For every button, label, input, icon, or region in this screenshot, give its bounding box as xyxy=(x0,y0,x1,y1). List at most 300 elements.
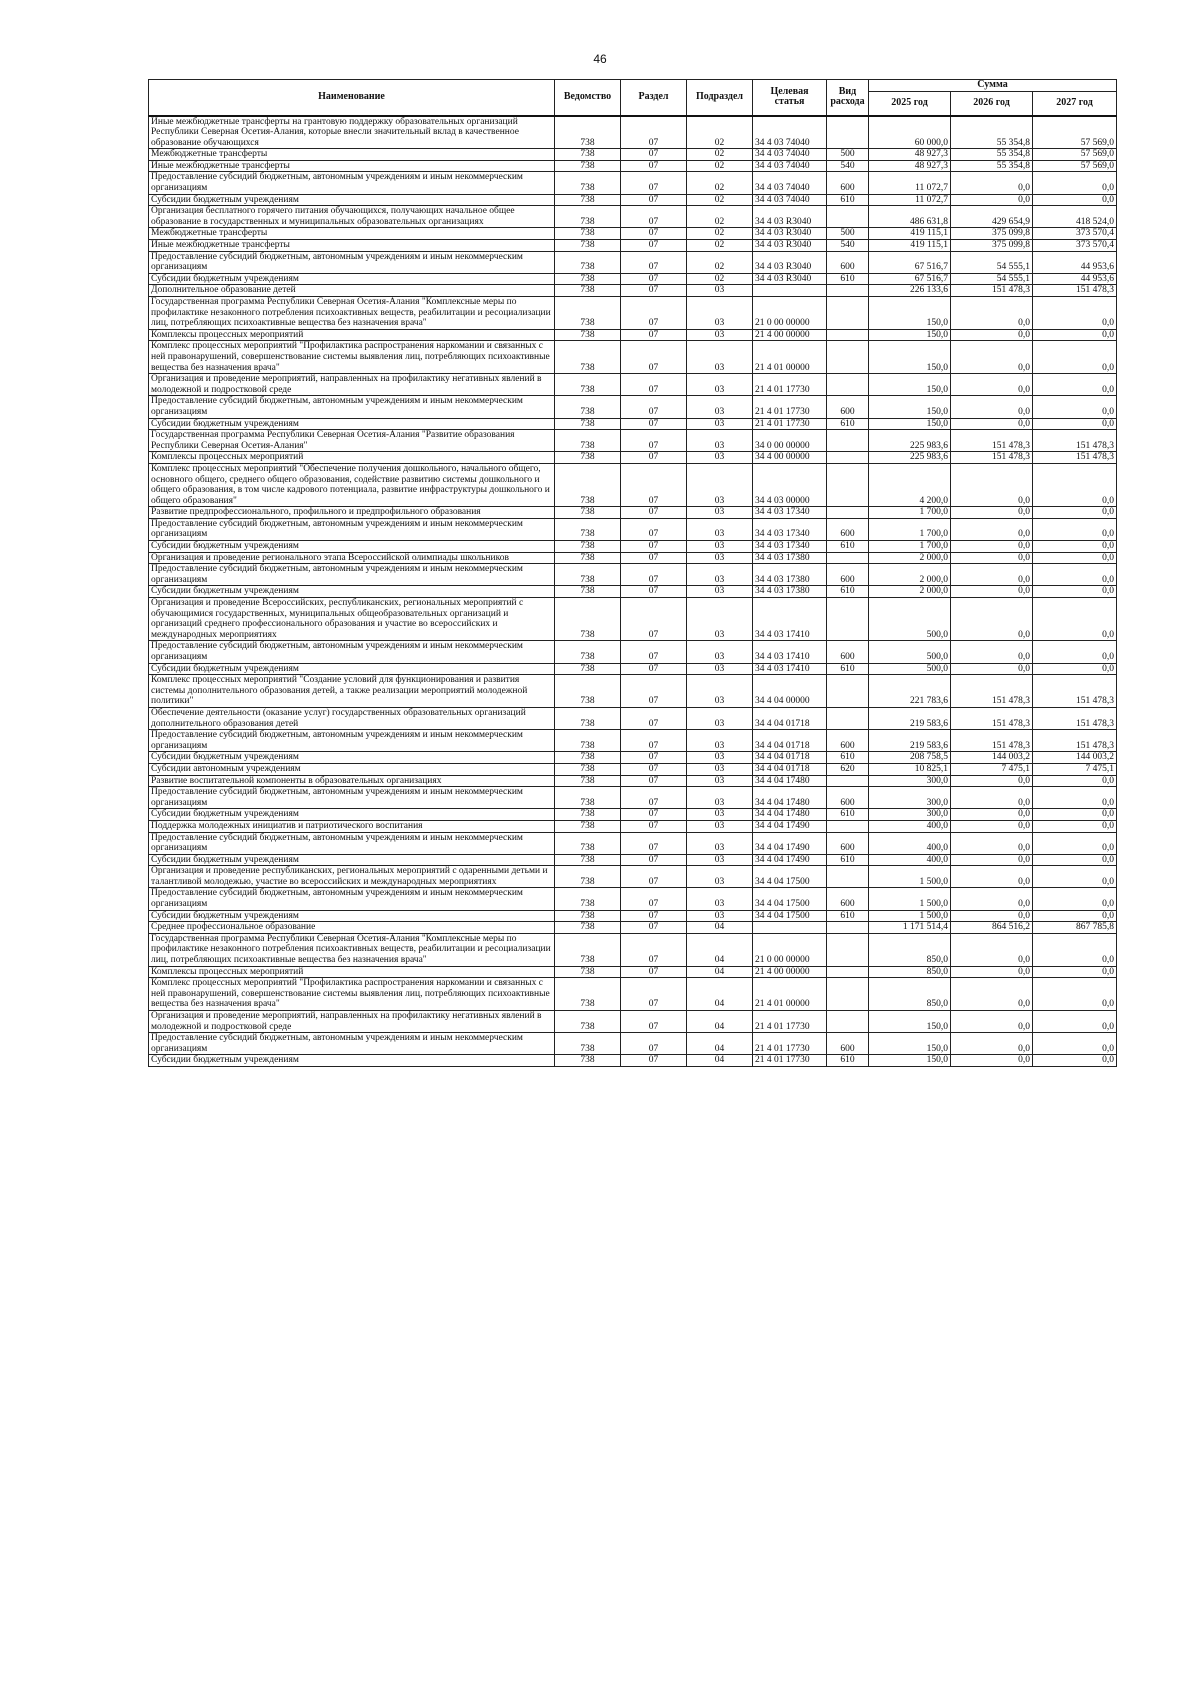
cell-target: 21 4 01 17730 xyxy=(753,374,827,396)
cell-2026: 864 516,2 xyxy=(951,922,1033,934)
cell-name: Субсидии бюджетным учреждениям xyxy=(149,910,555,922)
cell-section: 07 xyxy=(621,430,687,452)
cell-section: 07 xyxy=(621,675,687,708)
cell-section: 07 xyxy=(621,341,687,374)
cell-kind: 600 xyxy=(827,787,869,809)
cell-subsection: 03 xyxy=(687,910,753,922)
cell-subsection: 03 xyxy=(687,564,753,586)
cell-name: Государственная программа Республики Северная Осетия-Алания "Развитие образования Республики Северная Осетия-Алания" xyxy=(149,430,555,452)
cell-kind xyxy=(827,775,869,787)
cell-dept: 738 xyxy=(555,922,621,934)
cell-2027: 57 569,0 xyxy=(1033,160,1117,172)
cell-section: 07 xyxy=(621,763,687,775)
cell-section: 07 xyxy=(621,297,687,330)
table-row xyxy=(149,116,1117,149)
table-row xyxy=(149,1011,1117,1033)
cell-target: 34 4 03 17340 xyxy=(753,541,827,553)
cell-kind: 610 xyxy=(827,910,869,922)
cell-target: 34 4 03 74040 xyxy=(753,172,827,194)
cell-2026: 0,0 xyxy=(951,1055,1033,1067)
cell-2026: 151 478,3 xyxy=(951,675,1033,708)
cell-name: Субсидии бюджетным учреждениям xyxy=(149,418,555,430)
cell-kind xyxy=(827,341,869,374)
cell-2025: 4 200,0 xyxy=(869,463,951,506)
cell-section: 07 xyxy=(621,1033,687,1055)
cell-2027: 0,0 xyxy=(1033,933,1117,966)
cell-2025: 11 072,7 xyxy=(869,194,951,206)
cell-2027: 0,0 xyxy=(1033,418,1117,430)
cell-name: Комплексы процессных мероприятий xyxy=(149,329,555,341)
cell-2025: 226 133,6 xyxy=(869,285,951,297)
cell-2025: 500,0 xyxy=(869,663,951,675)
cell-dept: 738 xyxy=(555,854,621,866)
cell-2025: 400,0 xyxy=(869,820,951,832)
cell-kind: 600 xyxy=(827,564,869,586)
table-row xyxy=(149,329,1117,341)
table-row xyxy=(149,285,1117,297)
cell-kind xyxy=(827,552,869,564)
cell-target: 34 4 04 17500 xyxy=(753,866,827,888)
cell-kind xyxy=(827,978,869,1011)
cell-name: Субсидии бюджетным учреждениям xyxy=(149,194,555,206)
cell-2027: 0,0 xyxy=(1033,866,1117,888)
cell-section: 07 xyxy=(621,787,687,809)
cell-section: 07 xyxy=(621,1055,687,1067)
cell-section: 07 xyxy=(621,463,687,506)
cell-kind xyxy=(827,507,869,519)
cell-subsection: 03 xyxy=(687,297,753,330)
cell-2025: 1 500,0 xyxy=(869,888,951,910)
cell-name: Иные межбюджетные трансферты на грантовую поддержку образовательных организаций Республики Северная Осетия-Алания, которые внесли значительный вклад в качественное образование обучающихся xyxy=(149,116,555,149)
table-row xyxy=(149,240,1117,252)
cell-target: 34 4 00 00000 xyxy=(753,452,827,464)
cell-2025: 850,0 xyxy=(869,978,951,1011)
cell-name: Комплекс процессных мероприятий "Обеспечение получения дошкольного, начального общего, основного общего, среднего общего образования, содействие развитию системы дошкольного и общего образования, в том числе кадрового потенциала, развитие инфраструктуры дошкольного и общего образования" xyxy=(149,463,555,506)
cell-target: 34 4 03 74040 xyxy=(753,160,827,172)
cell-dept: 738 xyxy=(555,541,621,553)
table-row xyxy=(149,888,1117,910)
cell-dept: 738 xyxy=(555,763,621,775)
cell-2027: 0,0 xyxy=(1033,329,1117,341)
cell-target: 21 4 00 00000 xyxy=(753,329,827,341)
cell-2025: 10 825,1 xyxy=(869,763,951,775)
cell-section: 07 xyxy=(621,586,687,598)
cell-name: Субсидии автономным учреждениям xyxy=(149,763,555,775)
cell-kind xyxy=(827,933,869,966)
cell-2026: 0,0 xyxy=(951,297,1033,330)
cell-dept: 738 xyxy=(555,641,621,663)
cell-section: 07 xyxy=(621,418,687,430)
cell-dept: 738 xyxy=(555,552,621,564)
cell-dept: 738 xyxy=(555,240,621,252)
cell-section: 07 xyxy=(621,452,687,464)
table-row xyxy=(149,707,1117,729)
cell-dept: 738 xyxy=(555,978,621,1011)
cell-2025: 150,0 xyxy=(869,1011,951,1033)
cell-2025: 225 983,6 xyxy=(869,452,951,464)
cell-section: 07 xyxy=(621,240,687,252)
cell-name: Комплексы процессных мероприятий xyxy=(149,452,555,464)
cell-dept: 738 xyxy=(555,775,621,787)
cell-dept: 738 xyxy=(555,206,621,228)
cell-dept: 738 xyxy=(555,430,621,452)
cell-kind: 600 xyxy=(827,518,869,540)
cell-2026: 0,0 xyxy=(951,641,1033,663)
cell-2026: 55 354,8 xyxy=(951,160,1033,172)
cell-name: Предоставление субсидий бюджетным, автономным учреждениям и иным некоммерческим организациям xyxy=(149,564,555,586)
cell-section: 07 xyxy=(621,329,687,341)
cell-kind xyxy=(827,598,869,641)
cell-target xyxy=(753,285,827,297)
cell-section: 07 xyxy=(621,160,687,172)
cell-2027: 0,0 xyxy=(1033,1033,1117,1055)
cell-2027: 151 478,3 xyxy=(1033,285,1117,297)
cell-section: 07 xyxy=(621,730,687,752)
table-row xyxy=(149,297,1117,330)
cell-2027: 7 475,1 xyxy=(1033,763,1117,775)
cell-2027: 0,0 xyxy=(1033,518,1117,540)
cell-section: 07 xyxy=(621,564,687,586)
cell-2026: 0,0 xyxy=(951,194,1033,206)
cell-section: 07 xyxy=(621,663,687,675)
cell-section: 07 xyxy=(621,888,687,910)
cell-dept: 738 xyxy=(555,251,621,273)
cell-dept: 738 xyxy=(555,194,621,206)
cell-2027: 0,0 xyxy=(1033,586,1117,598)
cell-2027: 0,0 xyxy=(1033,910,1117,922)
cell-section: 07 xyxy=(621,396,687,418)
cell-2027: 0,0 xyxy=(1033,978,1117,1011)
cell-name: Развитие воспитательной компоненты в образовательных организациях xyxy=(149,775,555,787)
cell-2027: 0,0 xyxy=(1033,888,1117,910)
cell-section: 07 xyxy=(621,641,687,663)
cell-2025: 2 000,0 xyxy=(869,586,951,598)
cell-kind: 610 xyxy=(827,809,869,821)
cell-subsection: 04 xyxy=(687,933,753,966)
cell-2026: 0,0 xyxy=(951,598,1033,641)
cell-2025: 150,0 xyxy=(869,374,951,396)
cell-target: 34 4 04 17480 xyxy=(753,775,827,787)
cell-name: Субсидии бюджетным учреждениям xyxy=(149,541,555,553)
table-row xyxy=(149,832,1117,854)
cell-2027: 0,0 xyxy=(1033,297,1117,330)
cell-subsection: 03 xyxy=(687,518,753,540)
cell-subsection: 03 xyxy=(687,396,753,418)
cell-2027: 144 003,2 xyxy=(1033,752,1117,764)
cell-name: Субсидии бюджетным учреждениям xyxy=(149,663,555,675)
cell-2025: 1 700,0 xyxy=(869,507,951,519)
cell-2027: 867 785,8 xyxy=(1033,922,1117,934)
cell-section: 07 xyxy=(621,922,687,934)
cell-2026: 0,0 xyxy=(951,933,1033,966)
cell-kind xyxy=(827,866,869,888)
table-row xyxy=(149,374,1117,396)
cell-2027: 44 953,6 xyxy=(1033,273,1117,285)
cell-target: 21 4 01 17730 xyxy=(753,1055,827,1067)
cell-dept: 738 xyxy=(555,888,621,910)
cell-kind xyxy=(827,922,869,934)
cell-subsection: 02 xyxy=(687,206,753,228)
cell-dept: 738 xyxy=(555,172,621,194)
cell-2027: 0,0 xyxy=(1033,564,1117,586)
cell-dept: 738 xyxy=(555,1033,621,1055)
table-row xyxy=(149,228,1117,240)
cell-2026: 54 555,1 xyxy=(951,251,1033,273)
cell-target: 34 4 03 17340 xyxy=(753,518,827,540)
cell-kind: 600 xyxy=(827,172,869,194)
cell-kind: 610 xyxy=(827,418,869,430)
cell-subsection: 02 xyxy=(687,149,753,161)
cell-target: 21 4 01 17730 xyxy=(753,1011,827,1033)
cell-target: 34 4 04 00000 xyxy=(753,675,827,708)
cell-section: 07 xyxy=(621,552,687,564)
cell-2026: 0,0 xyxy=(951,820,1033,832)
table-row xyxy=(149,910,1117,922)
cell-2025: 850,0 xyxy=(869,933,951,966)
cell-name: Комплекс процессных мероприятий "Профилактика распространения наркомании и связанных с ней правонарушений, совершенствование системы выявления лиц, потребляющих психоактивные вещества без назначения врача" xyxy=(149,341,555,374)
cell-dept: 738 xyxy=(555,707,621,729)
cell-subsection: 04 xyxy=(687,1011,753,1033)
cell-subsection: 03 xyxy=(687,418,753,430)
cell-2026: 55 354,8 xyxy=(951,149,1033,161)
table-row xyxy=(149,763,1117,775)
header-2025: 2025 год xyxy=(869,92,951,116)
cell-subsection: 04 xyxy=(687,1033,753,1055)
cell-subsection: 02 xyxy=(687,240,753,252)
cell-target xyxy=(753,922,827,934)
cell-2025: 1 500,0 xyxy=(869,866,951,888)
cell-section: 07 xyxy=(621,541,687,553)
table-row xyxy=(149,273,1117,285)
cell-section: 07 xyxy=(621,194,687,206)
cell-dept: 738 xyxy=(555,820,621,832)
cell-2025: 219 583,6 xyxy=(869,707,951,729)
cell-target: 34 4 04 17490 xyxy=(753,820,827,832)
cell-subsection: 03 xyxy=(687,285,753,297)
cell-kind: 500 xyxy=(827,149,869,161)
cell-section: 07 xyxy=(621,854,687,866)
cell-section: 07 xyxy=(621,933,687,966)
cell-subsection: 03 xyxy=(687,820,753,832)
table-row xyxy=(149,396,1117,418)
cell-target: 34 4 04 17500 xyxy=(753,888,827,910)
table-row xyxy=(149,341,1117,374)
cell-subsection: 04 xyxy=(687,922,753,934)
cell-kind xyxy=(827,430,869,452)
header-2026: 2026 год xyxy=(951,92,1033,116)
table-header xyxy=(149,80,1117,116)
cell-2026: 0,0 xyxy=(951,663,1033,675)
cell-section: 07 xyxy=(621,809,687,821)
cell-dept: 738 xyxy=(555,374,621,396)
cell-kind xyxy=(827,966,869,978)
cell-2027: 151 478,3 xyxy=(1033,430,1117,452)
cell-kind: 500 xyxy=(827,228,869,240)
cell-kind xyxy=(827,820,869,832)
cell-subsection: 03 xyxy=(687,586,753,598)
cell-2025: 419 115,1 xyxy=(869,240,951,252)
cell-target: 34 4 04 01718 xyxy=(753,763,827,775)
cell-dept: 738 xyxy=(555,285,621,297)
cell-section: 07 xyxy=(621,820,687,832)
cell-section: 07 xyxy=(621,206,687,228)
table-row xyxy=(149,251,1117,273)
cell-kind xyxy=(827,116,869,149)
cell-dept: 738 xyxy=(555,160,621,172)
table-row xyxy=(149,194,1117,206)
cell-target: 21 4 00 00000 xyxy=(753,966,827,978)
cell-target: 34 4 03 17380 xyxy=(753,586,827,598)
cell-dept: 738 xyxy=(555,787,621,809)
cell-name: Дополнительное образование детей xyxy=(149,285,555,297)
table-row xyxy=(149,541,1117,553)
cell-name: Организация и проведение мероприятий, направленных на профилактику негативных явлений в молодежной и подростковой среде xyxy=(149,1011,555,1033)
cell-target: 34 4 03 17380 xyxy=(753,552,827,564)
cell-2027: 0,0 xyxy=(1033,194,1117,206)
cell-2027: 0,0 xyxy=(1033,832,1117,854)
cell-2025: 1 500,0 xyxy=(869,910,951,922)
cell-section: 07 xyxy=(621,866,687,888)
cell-subsection: 03 xyxy=(687,452,753,464)
cell-subsection: 03 xyxy=(687,832,753,854)
table-row xyxy=(149,866,1117,888)
cell-section: 07 xyxy=(621,285,687,297)
cell-name: Поддержка молодежных инициатив и патриотического воспитания xyxy=(149,820,555,832)
cell-dept: 738 xyxy=(555,149,621,161)
cell-2025: 67 516,7 xyxy=(869,251,951,273)
cell-subsection: 03 xyxy=(687,763,753,775)
cell-target: 21 0 00 00000 xyxy=(753,933,827,966)
cell-2025: 48 927,3 xyxy=(869,160,951,172)
table-row xyxy=(149,641,1117,663)
table-row xyxy=(149,172,1117,194)
cell-name: Межбюджетные трансферты xyxy=(149,228,555,240)
cell-name: Предоставление субсидий бюджетным, автономным учреждениям и иным некоммерческим организациям xyxy=(149,1033,555,1055)
table-row xyxy=(149,206,1117,228)
cell-target: 34 4 03 74040 xyxy=(753,194,827,206)
cell-2027: 373 570,4 xyxy=(1033,240,1117,252)
cell-2027: 0,0 xyxy=(1033,854,1117,866)
cell-subsection: 02 xyxy=(687,228,753,240)
cell-2027: 151 478,3 xyxy=(1033,707,1117,729)
cell-2025: 419 115,1 xyxy=(869,228,951,240)
cell-section: 07 xyxy=(621,149,687,161)
cell-2025: 500,0 xyxy=(869,641,951,663)
cell-dept: 738 xyxy=(555,598,621,641)
table-row xyxy=(149,775,1117,787)
cell-name: Предоставление субсидий бюджетным, автономным учреждениям и иным некоммерческим организациям xyxy=(149,251,555,273)
cell-kind xyxy=(827,297,869,330)
cell-subsection: 03 xyxy=(687,598,753,641)
cell-subsection: 03 xyxy=(687,675,753,708)
cell-target: 34 4 04 01718 xyxy=(753,730,827,752)
cell-2025: 208 758,5 xyxy=(869,752,951,764)
cell-dept: 738 xyxy=(555,730,621,752)
cell-2027: 0,0 xyxy=(1033,966,1117,978)
cell-2027: 0,0 xyxy=(1033,374,1117,396)
cell-section: 07 xyxy=(621,775,687,787)
cell-dept: 738 xyxy=(555,228,621,240)
cell-2025: 150,0 xyxy=(869,297,951,330)
cell-dept: 738 xyxy=(555,966,621,978)
cell-2027: 0,0 xyxy=(1033,1055,1117,1067)
budget-table xyxy=(148,79,1117,1067)
cell-name: Организация и проведение республиканских, региональных мероприятий с одаренными детьми и талантливой молодежью, участие во всероссийских и международных мероприятиях xyxy=(149,866,555,888)
cell-2027: 0,0 xyxy=(1033,341,1117,374)
cell-target: 34 4 03 17410 xyxy=(753,663,827,675)
cell-kind: 610 xyxy=(827,663,869,675)
cell-target: 34 4 03 17410 xyxy=(753,598,827,641)
cell-subsection: 03 xyxy=(687,775,753,787)
cell-kind: 610 xyxy=(827,854,869,866)
cell-2026: 0,0 xyxy=(951,552,1033,564)
cell-target: 34 4 03 R3040 xyxy=(753,228,827,240)
cell-2027: 57 569,0 xyxy=(1033,149,1117,161)
table-body xyxy=(149,116,1117,1067)
cell-target: 34 4 04 17480 xyxy=(753,787,827,809)
cell-kind: 610 xyxy=(827,586,869,598)
cell-dept: 738 xyxy=(555,663,621,675)
cell-2026: 0,0 xyxy=(951,541,1033,553)
cell-subsection: 04 xyxy=(687,1055,753,1067)
table-row xyxy=(149,518,1117,540)
cell-2027: 0,0 xyxy=(1033,663,1117,675)
cell-subsection: 03 xyxy=(687,809,753,821)
cell-kind: 600 xyxy=(827,730,869,752)
cell-2025: 400,0 xyxy=(869,854,951,866)
cell-2027: 0,0 xyxy=(1033,396,1117,418)
table-row xyxy=(149,1055,1117,1067)
cell-name: Государственная программа Республики Северная Осетия-Алания "Комплексные меры по профилактике незаконного потребления психоактивных веществ, реабилитации и ресоциализации лиц, потребляющих психоактивные вещества без назначения врача" xyxy=(149,933,555,966)
cell-2026: 151 478,3 xyxy=(951,452,1033,464)
cell-name: Субсидии бюджетным учреждениям xyxy=(149,809,555,821)
cell-2025: 150,0 xyxy=(869,1055,951,1067)
cell-subsection: 03 xyxy=(687,663,753,675)
cell-subsection: 03 xyxy=(687,752,753,764)
cell-dept: 738 xyxy=(555,564,621,586)
cell-2026: 0,0 xyxy=(951,787,1033,809)
cell-kind: 600 xyxy=(827,396,869,418)
cell-2026: 375 099,8 xyxy=(951,228,1033,240)
table-row xyxy=(149,586,1117,598)
cell-kind xyxy=(827,374,869,396)
cell-target: 34 4 03 R3040 xyxy=(753,251,827,273)
cell-kind: 610 xyxy=(827,1055,869,1067)
cell-2025: 150,0 xyxy=(869,341,951,374)
cell-2027: 0,0 xyxy=(1033,552,1117,564)
cell-subsection: 02 xyxy=(687,172,753,194)
cell-2027: 418 524,0 xyxy=(1033,206,1117,228)
cell-name: Комплексы процессных мероприятий xyxy=(149,966,555,978)
cell-subsection: 03 xyxy=(687,430,753,452)
cell-dept: 738 xyxy=(555,452,621,464)
cell-2027: 44 953,6 xyxy=(1033,251,1117,273)
cell-2027: 0,0 xyxy=(1033,598,1117,641)
cell-2025: 400,0 xyxy=(869,832,951,854)
cell-target: 34 4 03 00000 xyxy=(753,463,827,506)
cell-target: 34 4 04 17500 xyxy=(753,910,827,922)
cell-name: Предоставление субсидий бюджетным, автономным учреждениям и иным некоммерческим организациям xyxy=(149,888,555,910)
cell-name: Предоставление субсидий бюджетным, автономным учреждениям и иным некоммерческим организациям xyxy=(149,787,555,809)
cell-section: 07 xyxy=(621,966,687,978)
cell-dept: 738 xyxy=(555,341,621,374)
cell-2025: 150,0 xyxy=(869,329,951,341)
cell-target: 34 4 04 01718 xyxy=(753,752,827,764)
cell-2027: 0,0 xyxy=(1033,809,1117,821)
cell-2025: 1 171 514,4 xyxy=(869,922,951,934)
cell-2027: 0,0 xyxy=(1033,541,1117,553)
cell-2027: 0,0 xyxy=(1033,172,1117,194)
